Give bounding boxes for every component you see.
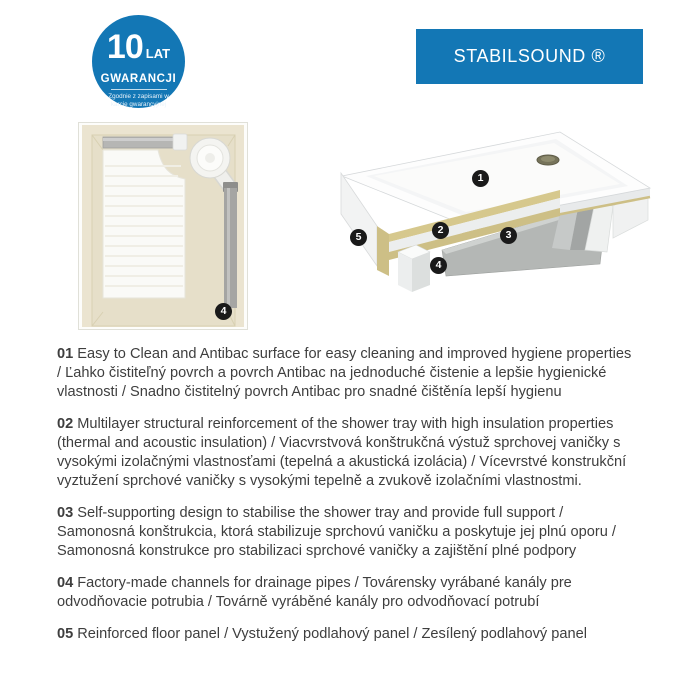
photo-callout-4: 4: [215, 303, 232, 320]
feature-text: Self-supporting design to stabilise the shower tray and provide full support / Samonosná konštrukcia, ktorá stabilizuje sprchovú vaničku a poskytuje jej plnú oporu / Samonosná konstrukce pro stabilizaci sprchové vaničky a zajištění plné podpory: [57, 505, 616, 559]
product-banner-label: STABILSOUND ®: [453, 46, 606, 66]
shower-tray-underside-photo: [78, 122, 248, 330]
warranty-years-row: [92, 30, 185, 71]
warranty-divider: [111, 89, 167, 90]
callout-3: 3: [500, 227, 517, 244]
feature-text: Factory-made channels for drainage pipes / Továrensky vyrábané kanály pre odvodňovacie potrubia / Továrně vyráběné kanály pro odvodňovací potrubí: [57, 575, 572, 610]
feature-item-03: [57, 504, 635, 561]
feature-list: [57, 345, 635, 657]
callout-4: 4: [430, 257, 447, 274]
warranty-title: GWARANCJI: [100, 73, 177, 85]
drain-pipe: [223, 182, 238, 308]
feature-text: Easy to Clean and Antibac surface for easy cleaning and improved hygiene properties / Ľahko čistiteľný povrch a povrch Antibac na jednoduché čistenie a lepšie hygienické vlastnosti / Snadno čistitelný povrch Antibac pro snadné čištěnía lepší hygienu: [57, 346, 632, 400]
feature-number: 01: [57, 346, 74, 362]
feature-number: 04: [57, 575, 74, 591]
feature-number: 05: [57, 626, 74, 642]
feature-number: 02: [57, 416, 74, 432]
drain-hole: [537, 155, 559, 165]
cutaway-diagram: [336, 124, 680, 310]
feature-item-04: [57, 574, 635, 612]
warranty-unit: LAT: [145, 46, 171, 61]
product-banner: [416, 29, 643, 84]
warranty-note: Zgodnie z zapisami w karcie gwarancyjnej: [108, 93, 169, 108]
callout-5: 5: [350, 229, 367, 246]
feature-number: 03: [57, 505, 74, 521]
callout-2: 2: [432, 222, 449, 239]
feature-item-01: [57, 345, 635, 402]
feature-text: Multilayer structural reinforcement of the shower tray with high insulation properties (thermal and acoustic insulation) / Viacvrstvová konštrukčná výstuž sprchovej vaničky s vysokými izolačnými vlastnosťami (tepelná a akustická izolácia) / Vícevrstvé konstrukční vyztužení sprchové vaničky s vysokými tepelně a zvukově izolačními vlastnostmi.: [57, 416, 627, 489]
warranty-years: 10: [106, 28, 143, 66]
callout-1: 1: [472, 170, 489, 187]
feature-item-02: [57, 415, 635, 491]
support-post: [398, 245, 430, 292]
feature-item-05: [57, 625, 635, 644]
feature-text: Reinforced floor panel / Vystužený podlahový panel / Zesílený podlahový panel: [77, 626, 587, 642]
warranty-badge: [92, 15, 185, 108]
